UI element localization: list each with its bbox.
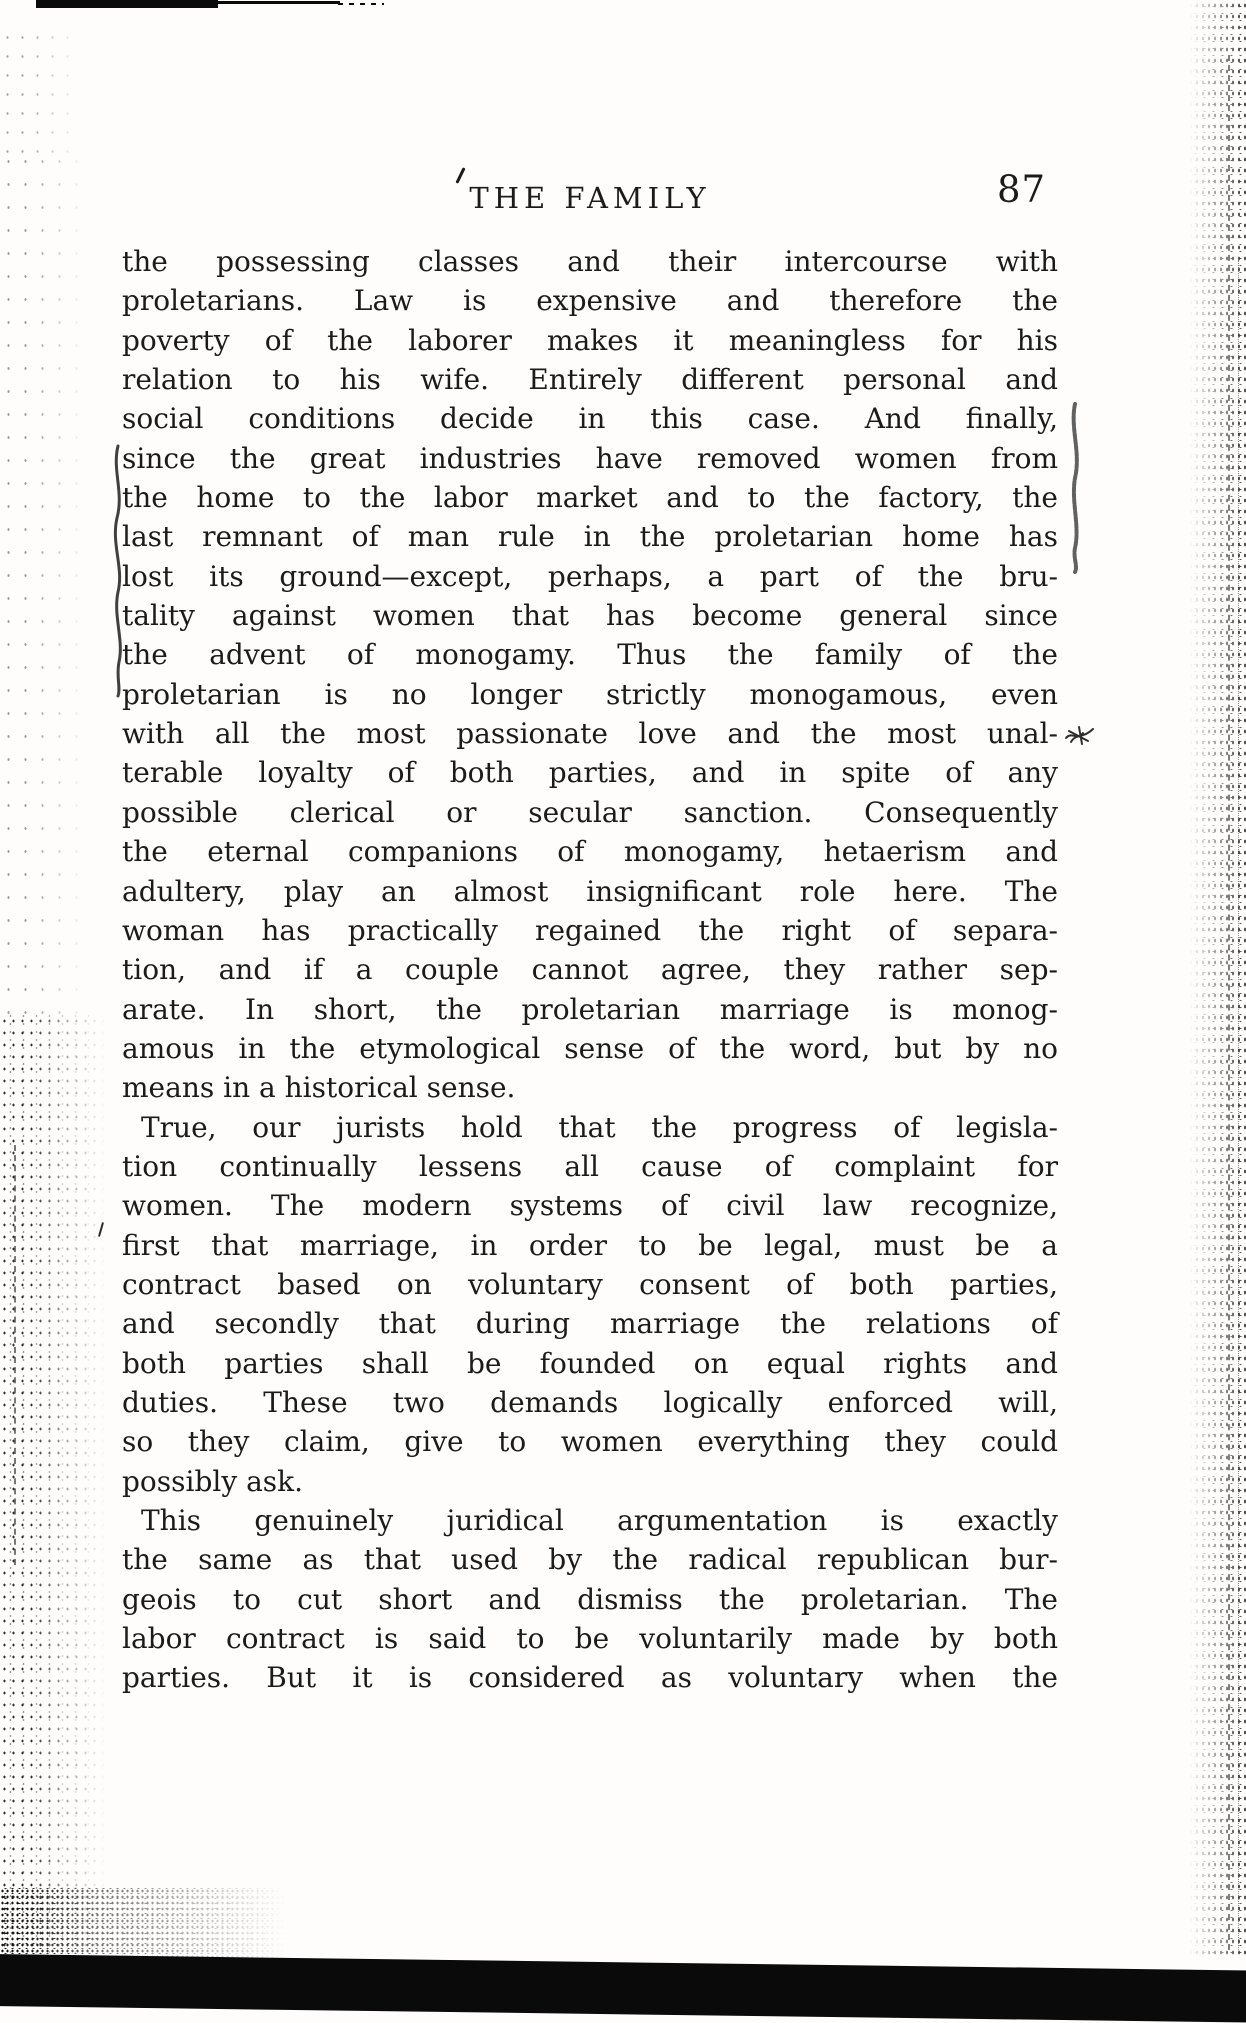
body-text-line: labor contract is said to be voluntarily made by both — [122, 1622, 1058, 1656]
ink-smudge-mark — [1062, 720, 1100, 748]
body-text-line: contract based on voluntary consent of both parties, — [122, 1267, 1058, 1301]
top-edge-scan-dashes — [338, 3, 384, 5]
body-text-line: tion continually lessens all cause of complaint for — [122, 1149, 1058, 1183]
right-edge-speckle-noise — [1148, 0, 1246, 1956]
body-text-line: with all the most passionate love and the most unal- — [122, 717, 1058, 751]
body-text-line: social conditions decide in this case. And finally, — [122, 402, 1058, 436]
body-text-line: means in a historical sense. — [122, 1071, 516, 1105]
body-text-line: arate. In short, the proletarian marriage is monog- — [122, 992, 1058, 1026]
body-text-line: possible clerical or secular sanction. Consequently — [122, 795, 1058, 829]
body-text-line: the eternal companions of monogamy, hetaerism and — [122, 835, 1058, 869]
page-title: THE FAMILY — [469, 181, 711, 215]
body-text-line: and secondly that during marriage the relations of — [122, 1307, 1058, 1341]
body-text-line: the possessing classes and their intercourse with — [122, 245, 1058, 278]
top-edge-scan-streak — [36, 0, 218, 8]
body-text-line: women. The modern systems of civil law recognize, — [122, 1189, 1058, 1223]
body-text-line: the same as that used by the radical republican bur- — [122, 1543, 1058, 1577]
body-text-line: since the great industries have removed women from — [122, 441, 1058, 475]
right-margin-pencil-mark — [1060, 400, 1094, 576]
body-text-line: first that marriage, in order to be legal, must be a — [122, 1228, 1058, 1262]
body-text-line: poverty of the laborer makes it meaningless for his — [122, 323, 1058, 357]
body-text-line: amous in the etymological sense of the word, but by no — [122, 1031, 1058, 1065]
left-edge-speckle-noise — [0, 1015, 112, 1955]
right-edge-scan-line — [1228, 55, 1230, 1950]
left-margin-pencil-mark — [101, 440, 137, 702]
bottom-edge-scan-bar — [0, 1954, 1246, 2023]
top-edge-scan-line — [214, 1, 340, 4]
bottom-left-speckle-noise — [0, 1888, 350, 1958]
body-text-line: terable loyalty of both parties, and in spite of any — [122, 756, 1058, 790]
body-text-line: proletarians. Law is expensive and therefore the — [122, 284, 1058, 318]
right-edge-scan-line-2 — [1238, 260, 1239, 1950]
body-text-line: adultery, play an almost insignificant role here. The — [122, 874, 1058, 908]
body-text-line: proletarian is no longer strictly monogamous, even — [122, 677, 1058, 711]
body-text-line: the advent of monogamy. Thus the family of the — [122, 638, 1058, 672]
body-text-line: both parties shall be founded on equal rights and — [122, 1346, 1058, 1380]
body-text-line: the home to the labor market and to the factory, the — [122, 481, 1058, 515]
body-text-line: last remnant of man rule in the proletarian home has — [122, 520, 1058, 554]
body-text-line: geois to cut short and dismiss the proletarian. The — [122, 1582, 1058, 1616]
body-text-line: duties. These two demands logically enforced will, — [122, 1385, 1058, 1419]
body-text-line: parties. But it is considered as voluntary when the — [122, 1661, 1058, 1695]
body-text-line: possibly ask. — [122, 1464, 304, 1498]
body-text-line: True, our jurists hold that the progress of legisla- — [141, 1110, 1058, 1144]
left-edge-broken-line — [14, 1145, 16, 1565]
body-text-line: lost its ground—except, perhaps, a part of the bru- — [122, 559, 1058, 593]
body-text-line: woman has practically regained the right of separa- — [122, 913, 1058, 947]
page-number: 87 — [997, 168, 1047, 211]
body-text — [122, 242, 1058, 1698]
body-text-line: tality against women that has become general since — [122, 599, 1058, 633]
body-text-line: relation to his wife. Entirely different personal and — [122, 363, 1058, 397]
body-text-line: tion, and if a couple cannot agree, they rather sep- — [122, 953, 1058, 987]
left-margin-speckle-noise — [0, 150, 92, 1030]
body-text-line: so they claim, give to women everything they could — [122, 1425, 1058, 1459]
body-text-line: This genuinely juridical argumentation is exactly — [141, 1504, 1058, 1537]
left-top-speckle-noise — [0, 28, 86, 168]
